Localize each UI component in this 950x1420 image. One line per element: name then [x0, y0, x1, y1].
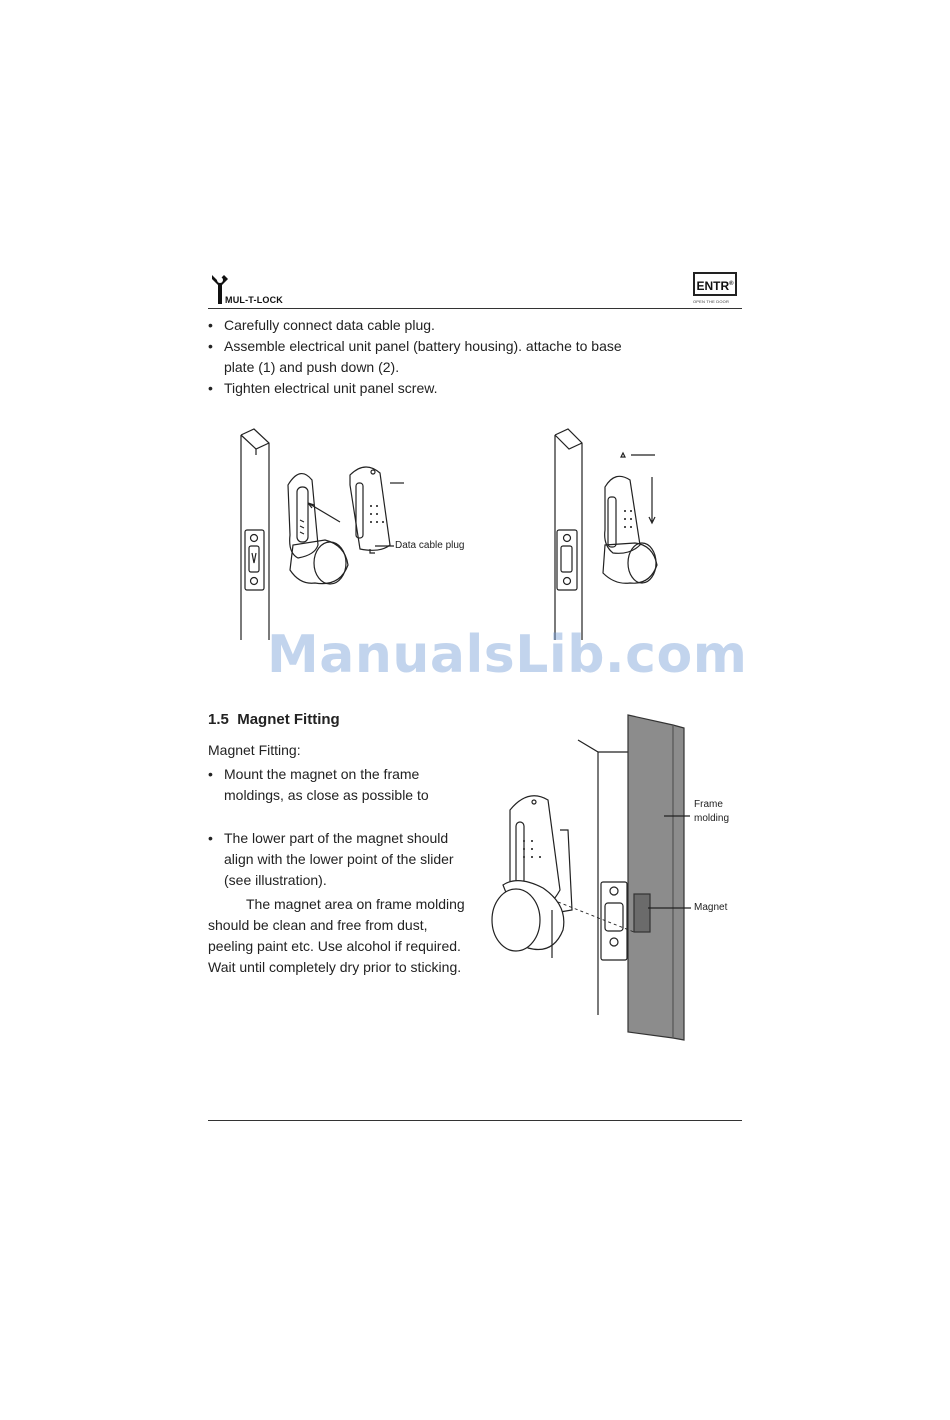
- list-item: • Carefully connect data cable plug.: [208, 315, 638, 336]
- section-note: The magnet area on frame molding should be clean and free from dust, peeling paint etc. Use alcohol if required. Wait until completely dry prior to sticking.: [208, 896, 465, 975]
- list-item: • The lower part of the magnet should align with the lower point of the slider (see illustration).: [208, 828, 468, 891]
- watermark: ManualsLib.com: [267, 625, 748, 685]
- intro-bullet-list: [208, 315, 638, 399]
- frame-molding-label-line1: Frame: [694, 799, 723, 810]
- section-subtitle: Magnet Fitting:: [208, 742, 301, 758]
- frame-molding-label-line2: molding: [694, 813, 730, 824]
- list-item: • Mount the magnet on the frame moldings, as close as possible to: [208, 764, 468, 806]
- magnet-label: Magnet: [694, 902, 728, 913]
- magnet-fitting-illustration: [488, 710, 718, 1050]
- product-logo-text: ENTR: [696, 279, 730, 293]
- footer-rule: [208, 1120, 742, 1121]
- section-title: Magnet Fitting: [237, 711, 340, 728]
- product-tagline: OPEN THE DOOR: [693, 299, 730, 304]
- product-logo-mark: ®: [729, 281, 734, 287]
- section-number: 1.5: [208, 711, 229, 728]
- section-heading: [208, 711, 340, 728]
- brand-logo-text: MUL-T-LOCK: [225, 295, 283, 305]
- panel-screw-illustration: [545, 425, 685, 645]
- list-item: • Assemble electrical unit panel (battery housing). attache to base plate (1) and push down (2).: [208, 336, 638, 378]
- list-item: • Tighten electrical unit panel screw.: [208, 378, 638, 399]
- product-logo: [693, 272, 743, 308]
- panel-assembly-illustration: [230, 425, 510, 645]
- product-logo-box: [693, 272, 737, 296]
- header-rule: [208, 308, 742, 309]
- data-cable-plug-label: Data cable plug: [395, 540, 465, 551]
- brand-logo: [208, 272, 298, 306]
- section-bullet-list: [208, 764, 468, 891]
